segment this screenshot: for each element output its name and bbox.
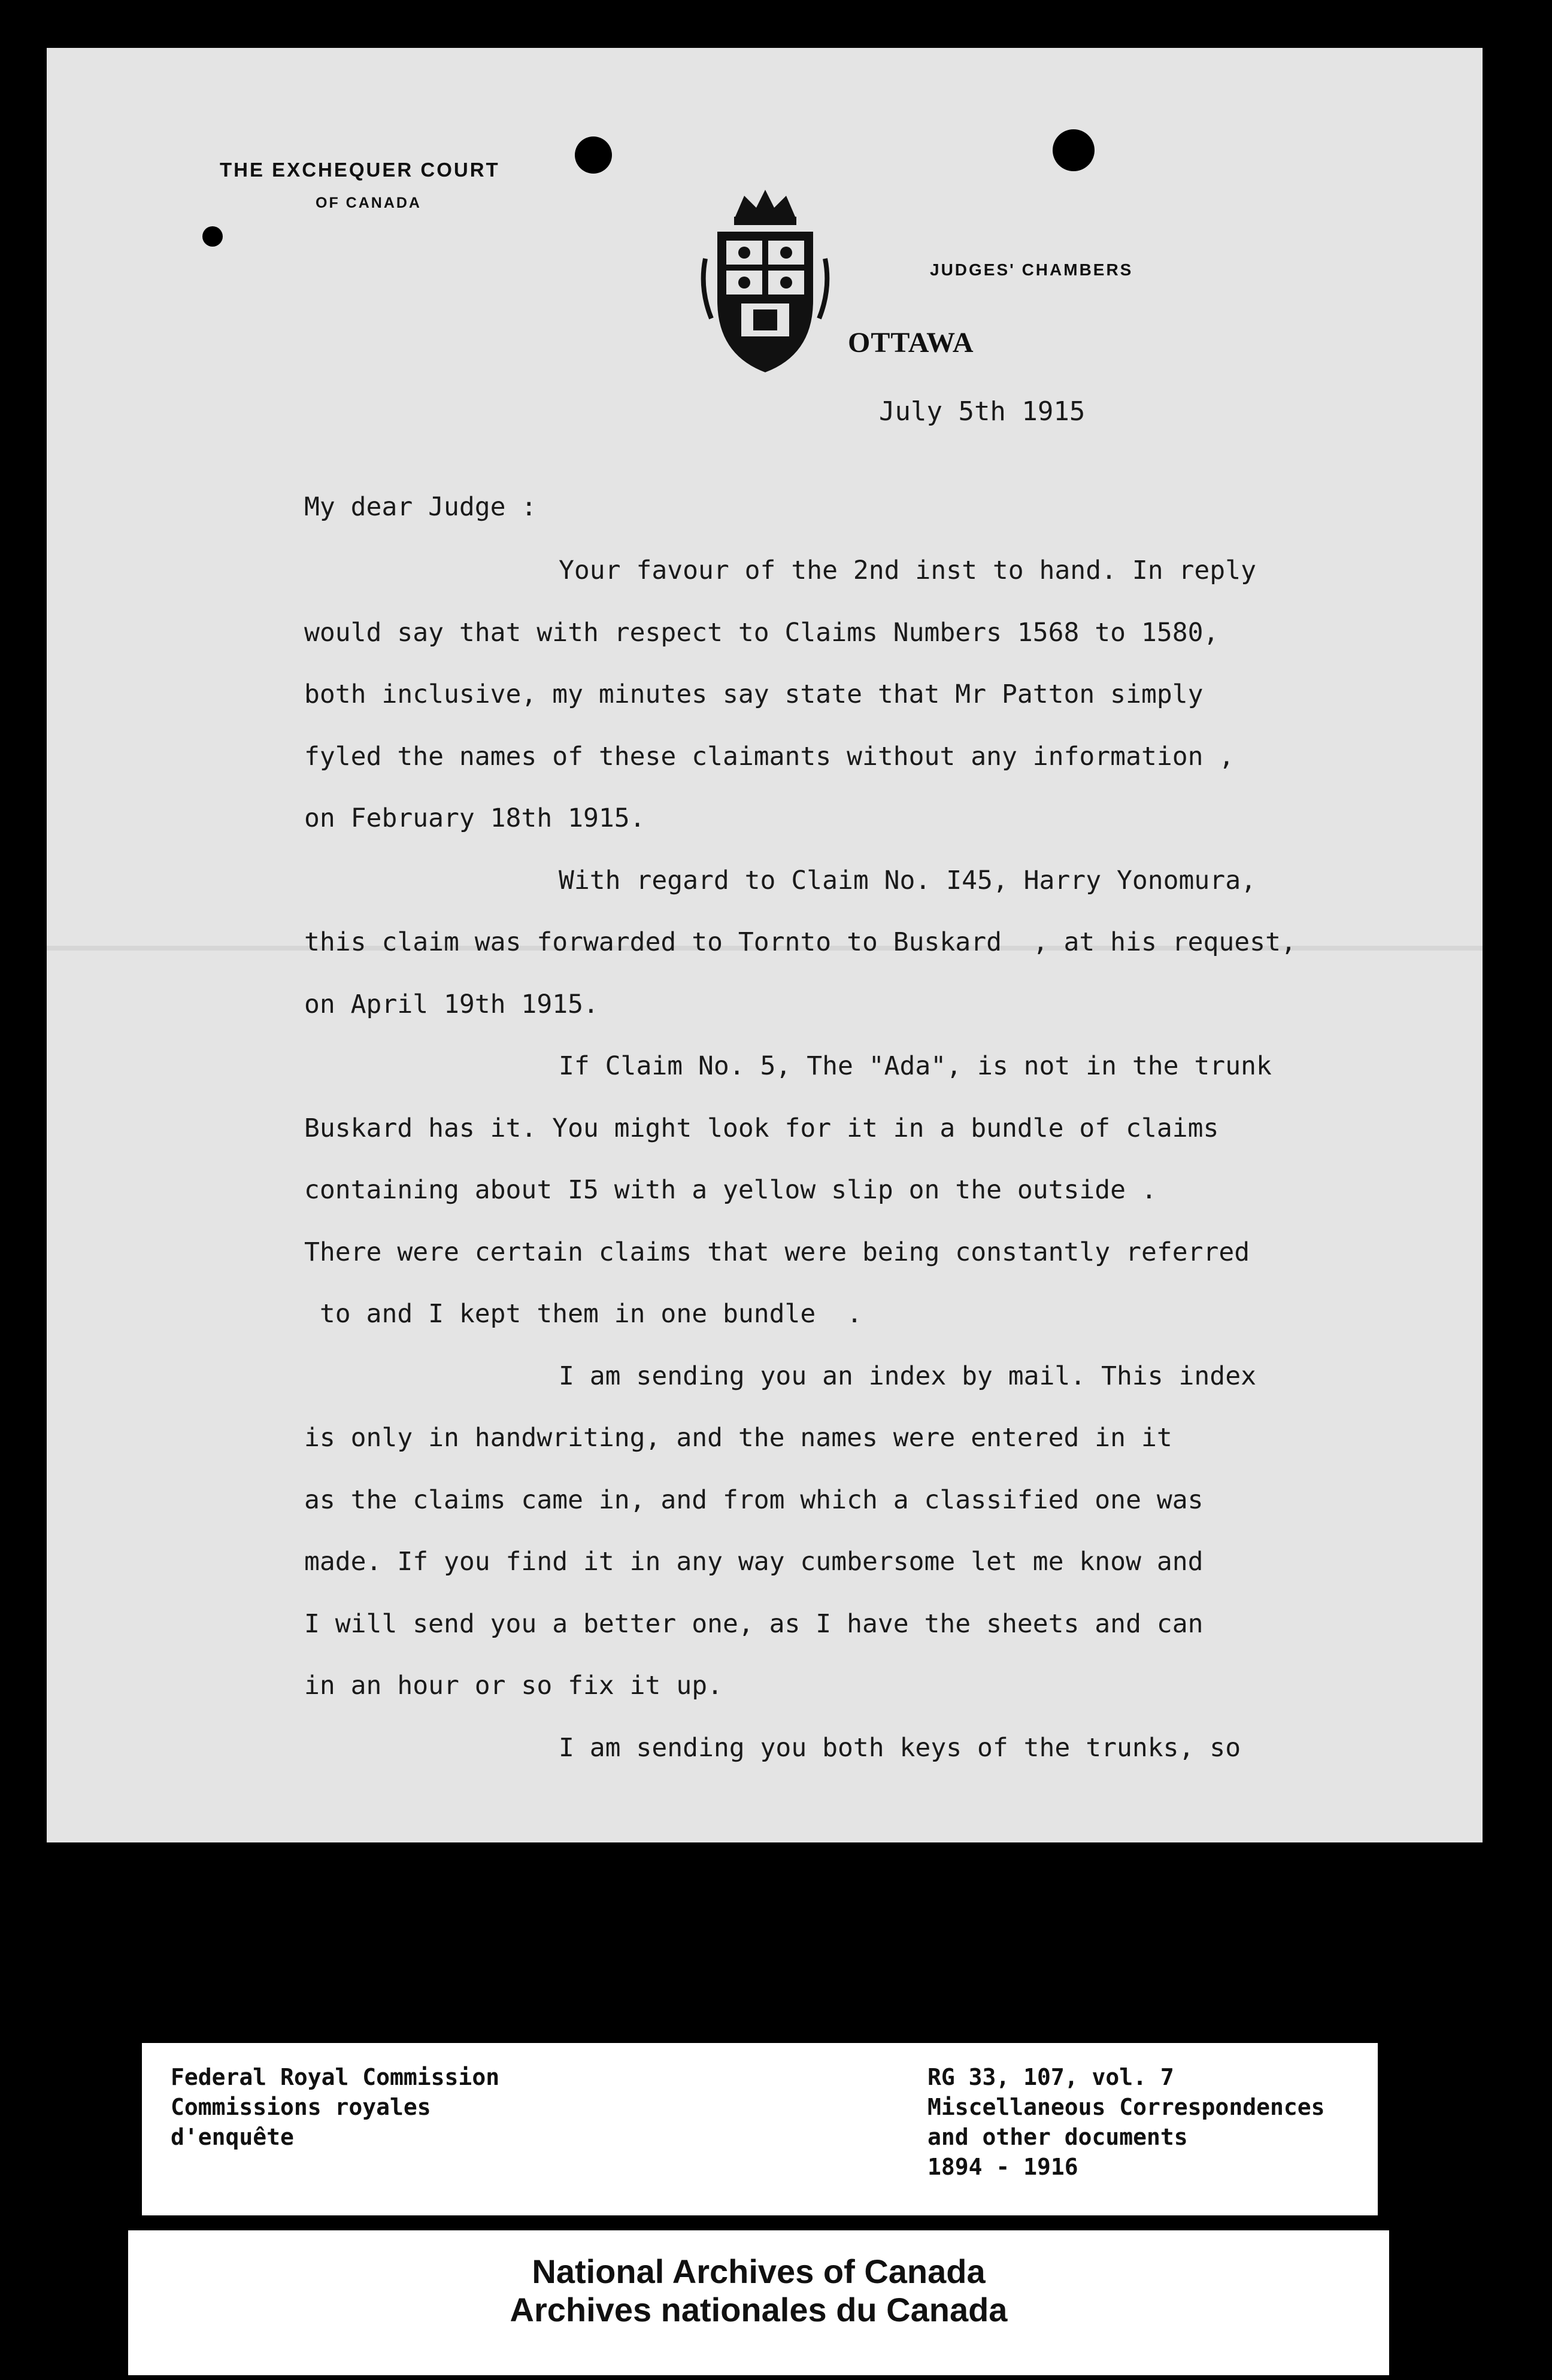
letter-line: would say that with respect to Claims Numbers 1568 to 1580, bbox=[304, 617, 1219, 648]
archives-name-english: National Archives of Canada bbox=[532, 2252, 986, 2290]
letter-line: With regard to Claim No. I45, Harry Yonomura, bbox=[559, 865, 1256, 895]
letter-page bbox=[47, 48, 1483, 1842]
reference-label-line: RG 33, 107, vol. 7 bbox=[927, 2064, 1174, 2090]
letter-line: I will send you a better one, as I have the sheets and can bbox=[304, 1608, 1204, 1639]
letter-line: on April 19th 1915. bbox=[304, 989, 599, 1019]
letter-line: There were certain claims that were being constantly referred bbox=[304, 1237, 1250, 1267]
punch-hole bbox=[575, 136, 612, 174]
letterhead-city: OTTAWA bbox=[848, 327, 974, 359]
collection-label-line: d'enquête bbox=[171, 2124, 294, 2150]
letter-line: containing about I5 with a yellow slip on the outside . bbox=[304, 1175, 1157, 1205]
letterhead-chambers: JUDGES' CHAMBERS bbox=[930, 260, 1133, 279]
reference-label-line: Miscellaneous Correspondences bbox=[927, 2094, 1325, 2120]
letter-line: fyled the names of these claimants without any information , bbox=[304, 741, 1235, 772]
letter-line: on February 18th 1915. bbox=[304, 803, 645, 833]
collection-label-line: Federal Royal Commission bbox=[171, 2064, 500, 2090]
collection-label bbox=[171, 2062, 499, 2152]
reference-label bbox=[927, 2062, 1324, 2182]
letter-line: Your favour of the 2nd inst to hand. In reply bbox=[559, 555, 1256, 585]
letter-line: If Claim No. 5, The "Ada", is not in the trunk bbox=[559, 1051, 1272, 1081]
archive-label bbox=[142, 2043, 1378, 2215]
letterhead-country: OF CANADA bbox=[316, 195, 422, 211]
letter-line: to and I kept them in one bundle . bbox=[304, 1299, 862, 1329]
coat-of-arms-icon bbox=[699, 181, 831, 378]
archives-banner bbox=[128, 2230, 1389, 2375]
letter-date: July 5th 1915 bbox=[879, 396, 1086, 427]
letter-line: Buskard has it. You might look for it in a bundle of claims bbox=[304, 1113, 1219, 1143]
letter-line: I am sending you an index by mail. This index bbox=[559, 1361, 1256, 1391]
archives-name-french: Archives nationales du Canada bbox=[510, 2291, 1008, 2329]
letter-line: both inclusive, my minutes say state that Mr Patton simply bbox=[304, 679, 1204, 709]
letter-line: as the claims came in, and from which a classified one was bbox=[304, 1485, 1204, 1515]
collection-label-line: Commissions royales bbox=[171, 2094, 431, 2120]
reference-label-line: 1894 - 1916 bbox=[927, 2154, 1078, 2180]
punch-hole bbox=[202, 226, 223, 247]
letter-line: made. If you find it in any way cumbersome let me know and bbox=[304, 1547, 1204, 1577]
letter-body bbox=[304, 474, 1478, 1779]
letter-line: I am sending you both keys of the trunks, so bbox=[559, 1732, 1241, 1763]
punch-hole bbox=[1053, 129, 1095, 171]
letter-line: in an hour or so fix it up. bbox=[304, 1671, 723, 1701]
salutation: My dear Judge : bbox=[304, 492, 537, 522]
letterhead-court: THE EXCHEQUER COURT bbox=[220, 159, 500, 181]
letter-line: this claim was forwarded to Tornto to Buskard , at his request, bbox=[304, 927, 1296, 957]
reference-label-line: and other documents bbox=[927, 2124, 1188, 2150]
letter-line: is only in handwriting, and the names were entered in it bbox=[304, 1423, 1172, 1453]
